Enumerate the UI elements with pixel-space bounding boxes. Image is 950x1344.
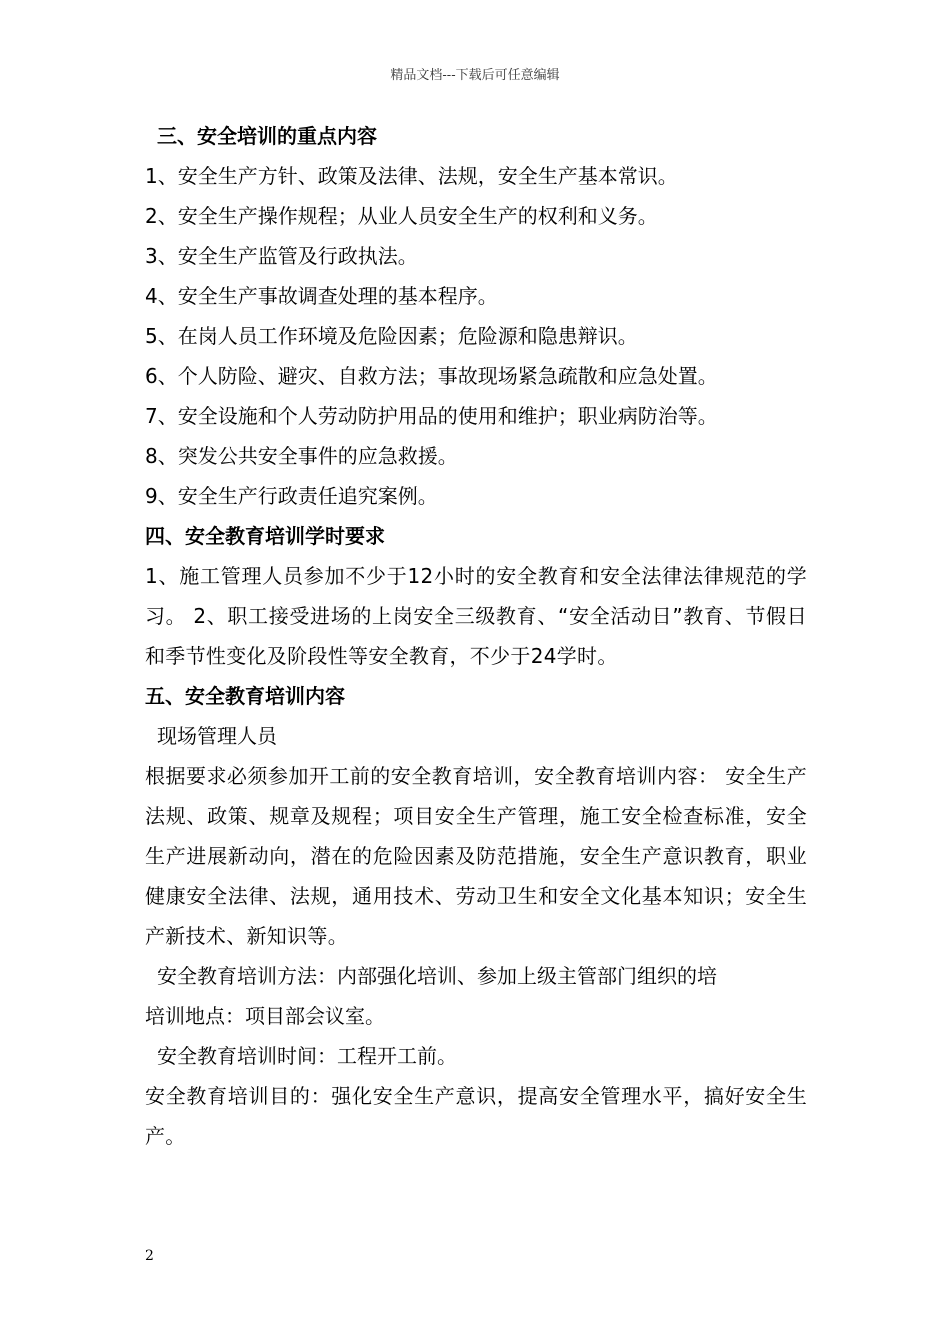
section-3-item: 6、个人防险、避灾、自救方法；事故现场紧急疏散和应急处置。 <box>145 364 718 388</box>
section-5-subtitle: 现场管理人员 <box>157 724 277 748</box>
training-purpose: 安全教育培训目的：强化安全生产意识，提高安全管理水平，搞好安全生产。 <box>145 1084 807 1148</box>
section-3-item: 7、安全设施和个人劳动防护用品的使用和维护；职业病防治等。 <box>145 404 718 428</box>
section-3-item: 4、安全生产事故调查处理的基本程序。 <box>145 284 498 308</box>
section-3-item: 2、安全生产操作规程；从业人员安全生产的权利和义务。 <box>145 204 658 228</box>
section-3-item: 8、突发公共安全事件的应急救援。 <box>145 444 458 468</box>
section-3-item: 5、在岗人员工作环境及危险因素；危险源和隐患辩识。 <box>145 324 638 348</box>
page-number: 2 <box>145 1248 154 1264</box>
training-location: 培训地点：项目部会议室。 <box>145 1004 385 1028</box>
section-3-item: 1、安全生产方针、政策及法律、法规，安全生产基本常识。 <box>145 164 678 188</box>
section-4-paragraph: 1、施工管理人员参加不少于12小时的安全教育和安全法律法律规范的学习。 2、职工接受进场的上岗安全三级教育、“安全活动日”教育、节假日和季节性变化及阶段性等安全教育，不少于24学时。 <box>145 564 807 668</box>
section-3-title: 三、安全培训的重点内容 <box>157 124 377 148</box>
section-4-title: 四、安全教育培训学时要求 <box>145 524 385 548</box>
training-time: 安全教育培训时间：工程开工前。 <box>157 1044 457 1068</box>
section-3-item: 3、安全生产监管及行政执法。 <box>145 244 418 268</box>
training-method: 安全教育培训方法：内部强化培训、参加上级主管部门组织的培 <box>157 964 717 988</box>
section-3-item: 9、安全生产行政责任追究案例。 <box>145 484 438 508</box>
document-body <box>145 116 807 1156</box>
page-header: 精品文档---下载后可任意编辑 <box>390 68 560 83</box>
section-5-paragraph: 根据要求必须参加开工前的安全教育培训，安全教育培训内容： 安全生产法规、政策、规章及规程；项目安全生产管理，施工安全检查标准，安全生产进展新动向，潜在的危险因素及防范措施，安全生产意识教育，职业健康安全法律、法规，通用技术、劳动卫生和安全文化基本知识；安全生产新技术、新知识等。 <box>145 764 807 948</box>
section-5-title: 五、安全教育培训内容 <box>145 684 345 708</box>
